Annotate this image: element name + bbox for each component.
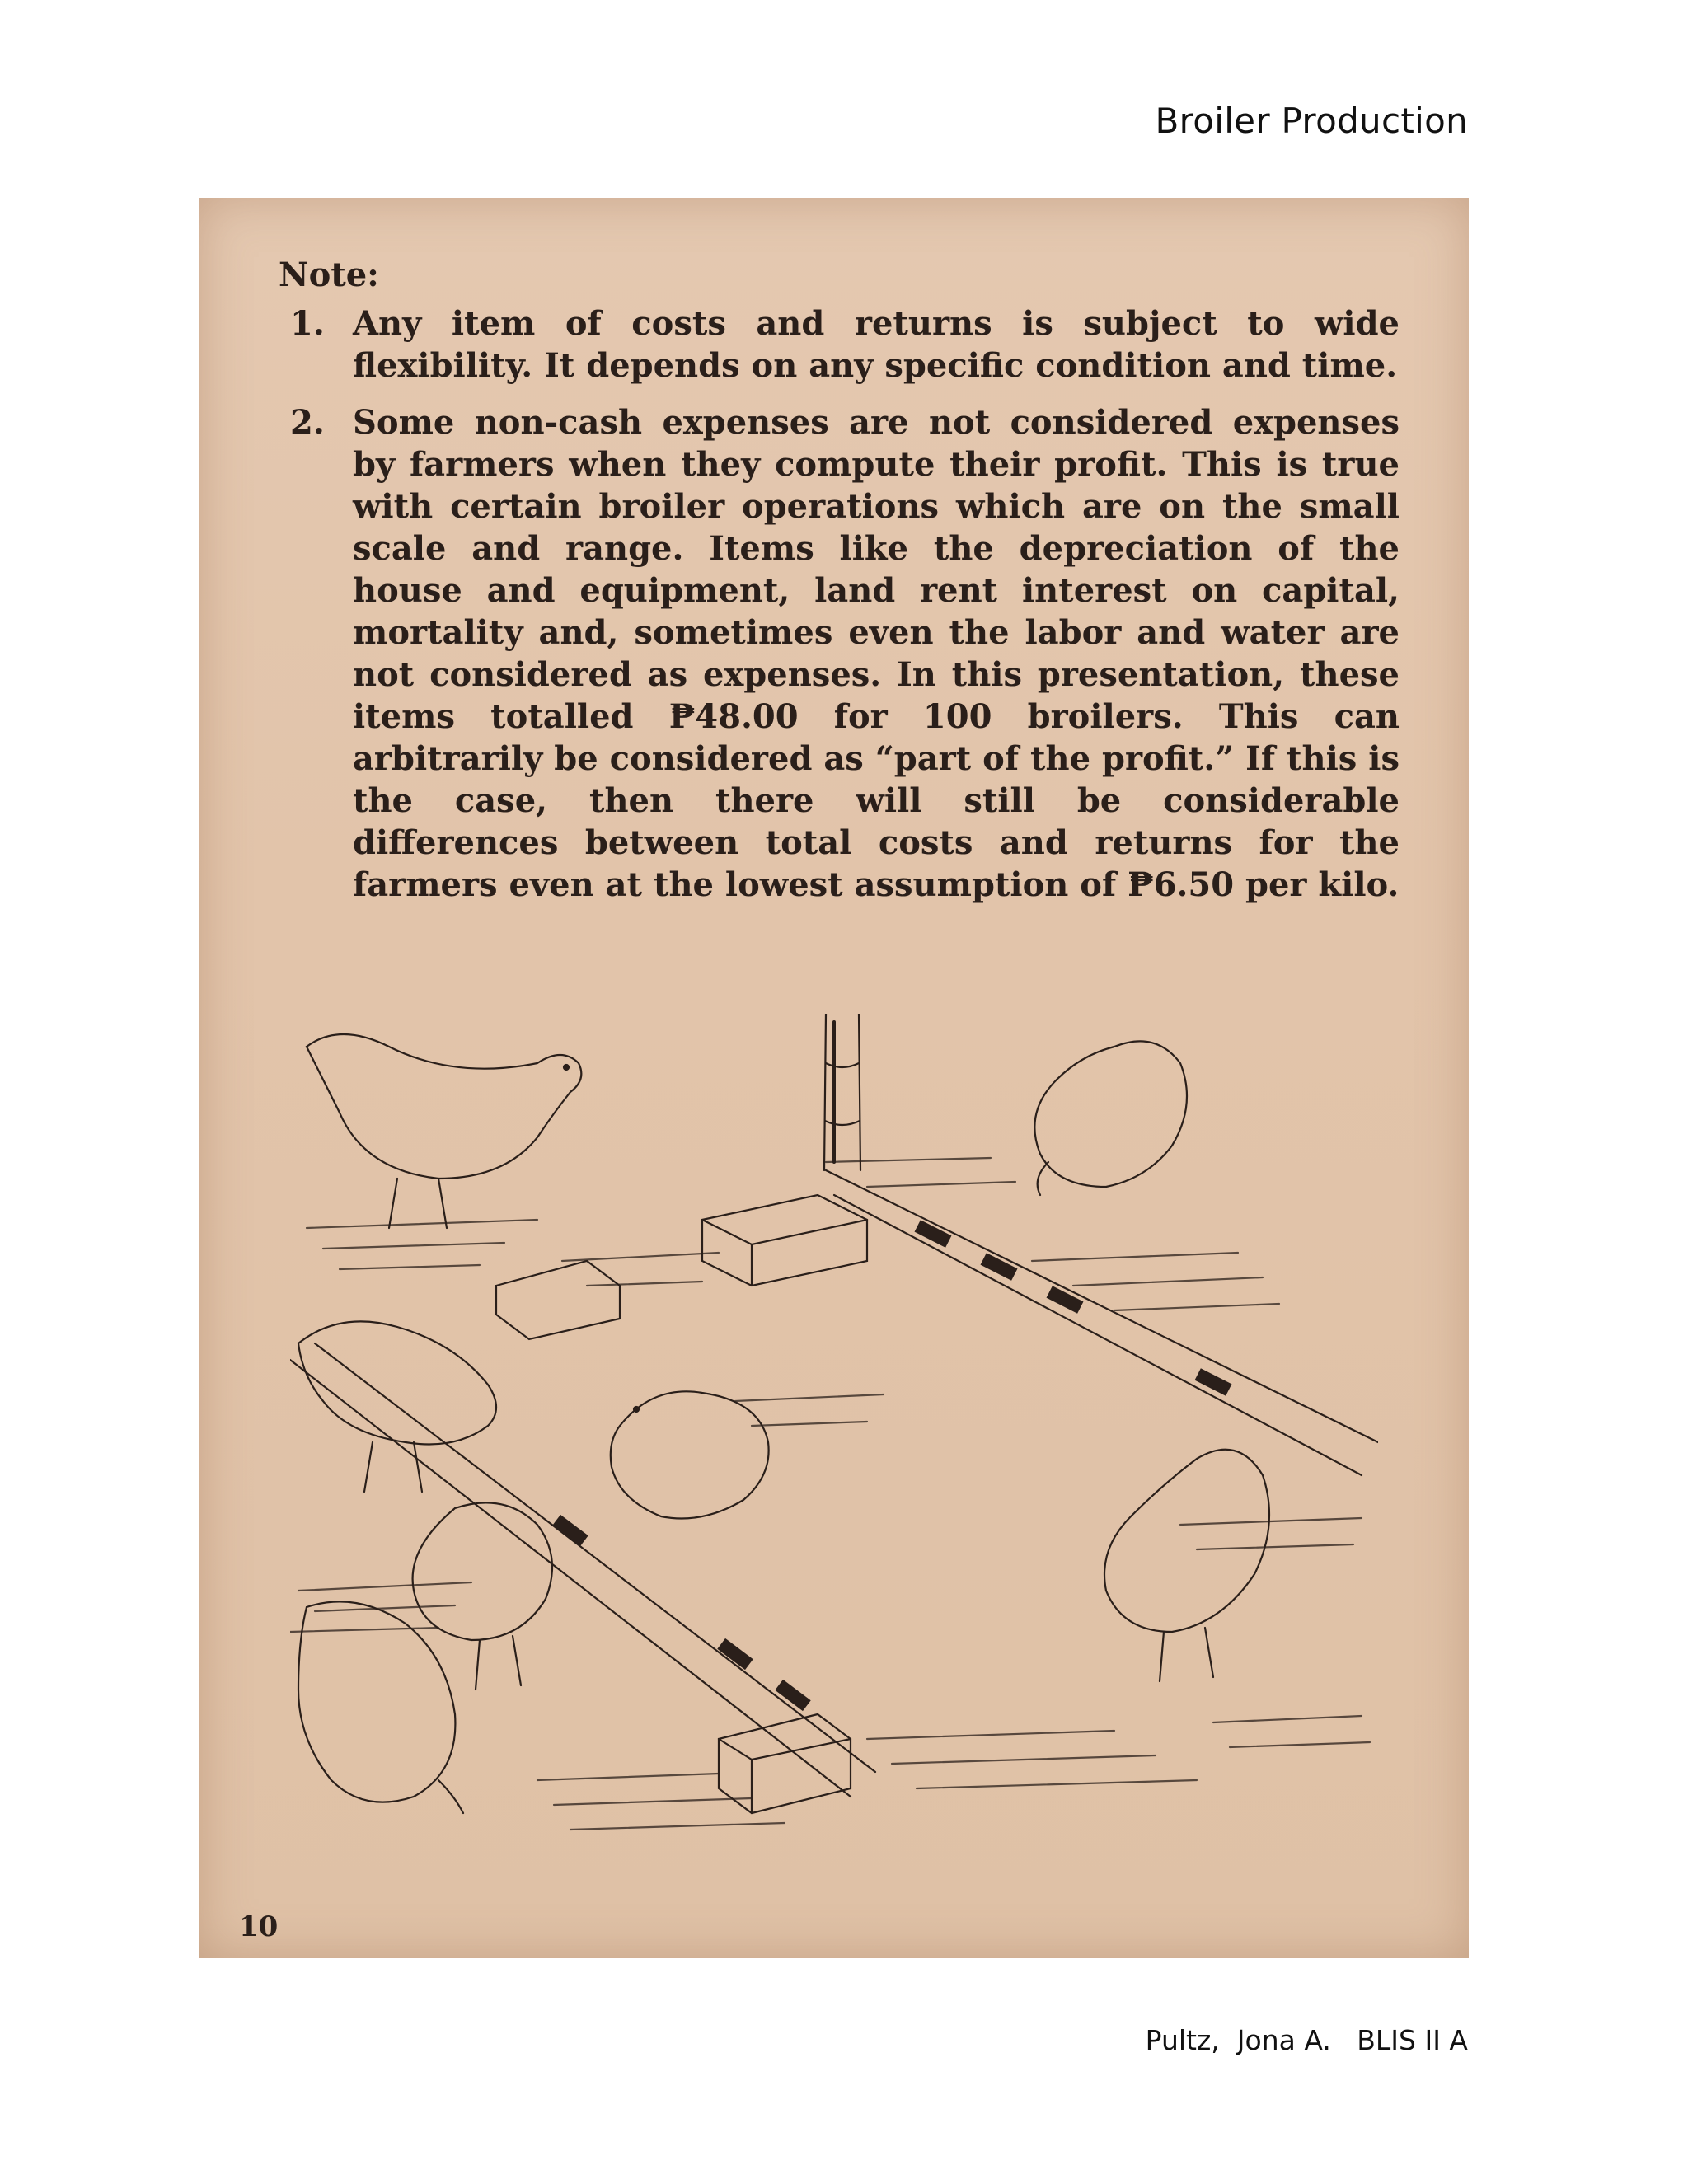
note-number: 1.: [290, 304, 325, 343]
chicken-drawing-7: [298, 1601, 463, 1813]
chicken-drawing-5: [413, 1502, 552, 1690]
chicken-feeding-illustration: [290, 1014, 1378, 1871]
note-item-2: [290, 401, 1400, 906]
page-footer-credit: Pultz, Jona A. BLIS II A: [1145, 2024, 1468, 2056]
scanned-book-page: [199, 198, 1469, 1958]
page-header-title: Broiler Production: [1155, 101, 1468, 141]
chicken-drawing-4: [611, 1391, 769, 1518]
book-page-number: 10: [239, 1910, 279, 1943]
floor-hatching: [290, 1158, 1370, 1830]
chicken-drawing-2: [1034, 1041, 1187, 1195]
note-label: Note:: [279, 255, 379, 294]
chicken-drawing-6: [1104, 1450, 1269, 1681]
note-list: [279, 302, 1400, 906]
note-text: Any item of costs and returns is subject to wide flexibility. It depends on any specific condition and time.: [353, 304, 1400, 385]
note-item-1: [290, 302, 1400, 387]
chicken-drawing-1: [307, 1034, 581, 1228]
note-text: Some non-cash expenses are not considered expenses by farmers when they compute their profit. This is true with certain broiler operations which are on the small scale and range. Items like the depreciation of the house and equipment, land rent interest on capital, mortality and, sometimes even the labor and water are not considered as expenses. In this presentation, these items totalled ₱48.00 for 100 broilers. This can arbitrarily be considered as “part of the profit.” If this is the case, then there will still be considerable differences between total costs and returns for the farmers even at the lowest assumption of ₱6.50 per kilo.: [353, 403, 1400, 904]
note-number: 2.: [290, 403, 325, 442]
note-block: [279, 255, 1400, 921]
bamboo-post-drawing: [824, 1014, 860, 1170]
